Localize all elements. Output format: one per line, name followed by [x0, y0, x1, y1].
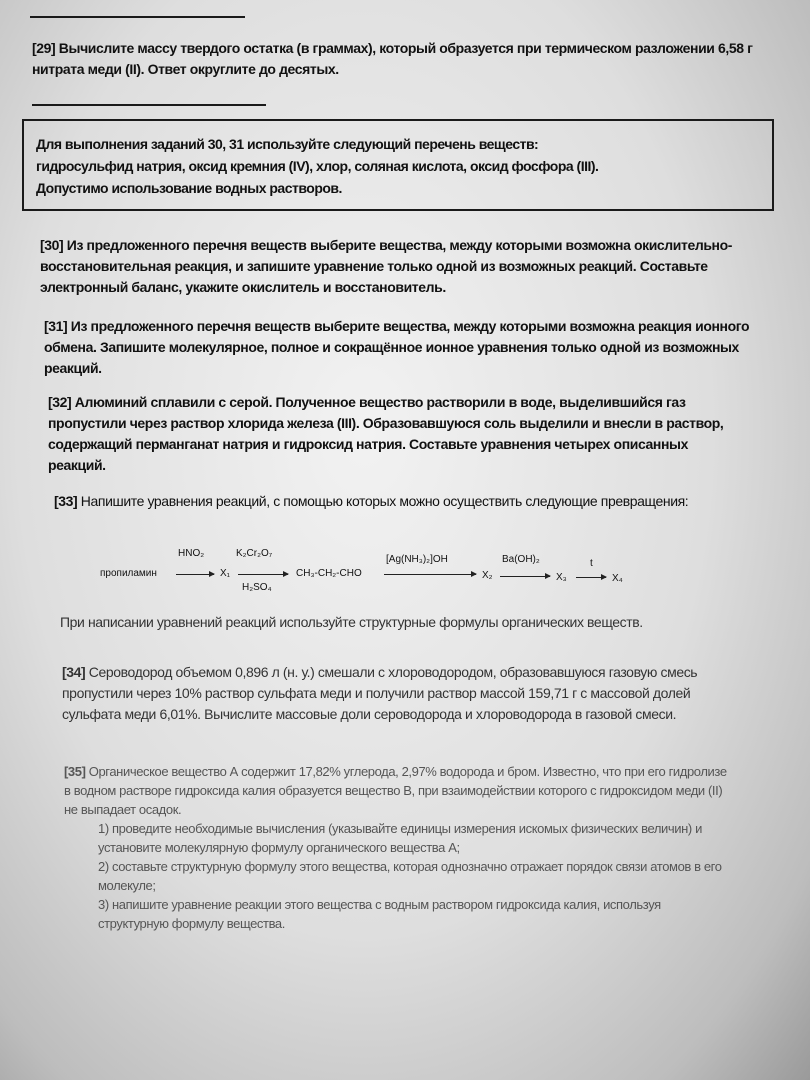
reaction-arrow	[238, 574, 288, 575]
task-number: [29]	[32, 40, 56, 56]
task-31	[44, 316, 764, 379]
separator-rule	[32, 104, 266, 106]
task-text: Органическое вещество А содержит 17,82% углерода, 2,97% водорода и бром. Известно, что при его гидролизе в водном растворе гидроксида калия образуется вещество В, при взаимодействии которого с гидроксидом меди (II) не выпадает осадок.	[64, 764, 727, 817]
transformation-scheme	[96, 540, 656, 598]
task-number: [30]	[40, 237, 64, 253]
intermediate-label: X₃	[556, 572, 567, 583]
substances-box	[22, 119, 774, 211]
intermediate-label: X₁	[220, 568, 231, 579]
box-line: Для выполнения заданий 30, 31 используйте следующий перечень веществ:	[36, 136, 539, 152]
task-32	[48, 392, 748, 476]
reagent-label: K₂Cr₂O₇	[236, 548, 273, 559]
task-number: [33]	[54, 493, 78, 509]
task-number: [35]	[64, 764, 86, 779]
reagent-label: t	[590, 558, 593, 569]
reaction-arrow	[500, 576, 550, 577]
task-item: 1) проведите необходимые вычисления (указывайте единицы измерения искомых физических величин) и установите молекулярную формулу органического вещества А;	[98, 821, 702, 855]
intermediate-label: X₂	[482, 570, 493, 581]
reagent-label: H₂SO₄	[242, 582, 272, 593]
task-number: [34]	[62, 664, 86, 680]
task-number: [31]	[44, 318, 68, 334]
reagent-label: HNO₂	[178, 548, 205, 559]
task-text: Из предложенного перечня веществ выберите вещества, между которыми возможна окислительно-восстановительная реакция, и запишите уравнение только одной из возможных реакций. Составьте электронный баланс, укажите окислитель и восстановитель.	[40, 237, 733, 295]
task-text: Сероводород объемом 0,896 л (н. у.) смешали с хлороводородом, образовавшуюся газовую смесь пропустили через 10% раствор сульфата меди и получили раствор массой 159,71 г с массовой долей сульфата меди 6,01%. Вычислите массовые доли сероводорода и хлороводорода в газовой смеси.	[62, 664, 698, 722]
task-text: Напишите уравнения реакций, с помощью которых можно осуществить следующие превращения:	[80, 493, 689, 509]
reaction-arrow	[384, 574, 476, 575]
reaction-arrow	[176, 574, 214, 575]
product-label: CH₃-CH₂-CHO	[296, 568, 362, 579]
task-text: Из предложенного перечня веществ выберите вещества, между которыми возможна реакция ионного обмена. Запишите молекулярное, полное и сокращённое ионное уравнения только одной из возможных реакций.	[44, 318, 750, 376]
scheme-start: пропиламин	[100, 568, 157, 579]
task-30	[40, 235, 765, 298]
top-rule	[30, 16, 245, 18]
task-34	[62, 662, 722, 725]
task-35	[64, 762, 734, 933]
reaction-arrow	[576, 577, 606, 578]
reagent-label: [Ag(NH₃)₂]OH	[386, 554, 448, 565]
intermediate-label: X₄	[612, 573, 623, 584]
reagent-label: Ba(OH)₂	[502, 554, 540, 565]
task-item: 2) составьте структурную формулу этого вещества, которая однозначно отражает порядок связи атомов в его молекуле;	[98, 859, 722, 893]
task-33-note: При написании уравнений реакций используйте структурные формулы органических веществ.	[60, 614, 643, 630]
task-text: Алюминий сплавили с серой. Полученное вещество растворили в воде, выделившийся газ пропустили через раствор хлорида железа (III). Образовавшуюся соль выделили и внесли в раствор, содержащий перманганат натрия и гидроксид натрия. Составьте уравнения четырех описанных реакций.	[48, 394, 724, 473]
box-line: Допустимо использование водных растворов.	[36, 180, 342, 196]
task-number: [32]	[48, 394, 72, 410]
task-text: Вычислите массу твердого остатка (в граммах), который образуется при термическом разложении 6,58 г нитрата меди (II). Ответ округлите до десятых.	[32, 40, 753, 77]
box-line: гидросульфид натрия, оксид кремния (IV), хлор, соляная кислота, оксид фосфора (III).	[36, 158, 599, 174]
task-item: 3) напишите уравнение реакции этого вещества с водным раствором гидроксида калия, используя структурную формулу вещества.	[98, 897, 661, 931]
task-29	[32, 38, 762, 80]
task-33	[54, 491, 714, 512]
